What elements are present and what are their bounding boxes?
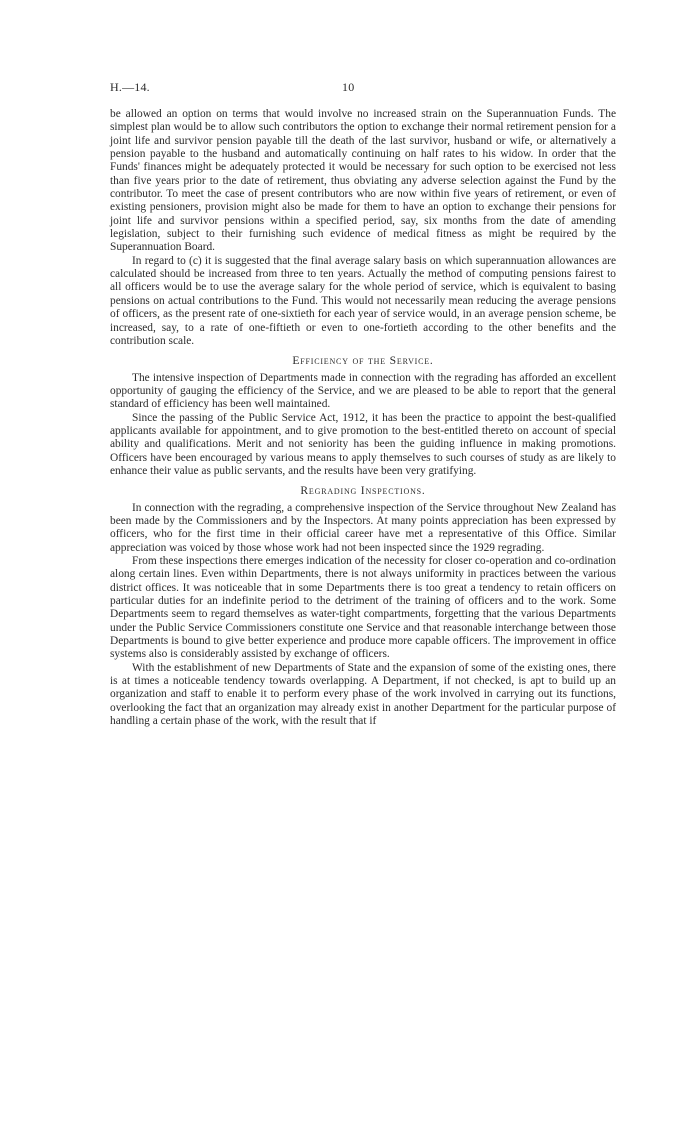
paragraph: be allowed an option on terms that would involve no increased strain on the Superannuation Funds. The simplest plan would be to allow such contributors the option to exchange their normal retirement pension for a joint life and survivor pension payable till the death of the last survivor, husband or wife, or alternatively a pension payable to the husband and automatically continuing on half rates to his widow. In order that the Funds' finances might be adequately protected it would be necessary for such option to be exercised not less than five years prior to the date of retirement, thus obviating any adverse selection against the Fund by the contributor. To meet the case of present contributors who are now within five years of retirement, or even of existing pensioners, provision might also be made for them to have an option to exchange their pensions for joint life and survivor pensions within a specified period, say, six months from the date of amending legislation, subject to their furnishing such evidence of medical fitness as might be required by the Superannuation Board. [110,108,616,254]
section-heading: Regrading Inspections. [300,484,426,498]
paragraph: Since the passing of the Public Service Act, 1912, it has been the practice to appoint the best-qualified applicants available for appointment, and to give promotion to the best-entitled thereto on account of special ability and qualifications. Merit and not seniority has been the guiding influence in making promotions. Officers have been encouraged by various means to apply themselves to such courses of study as are likely to enhance their value as public servants, and the results have been very gratifying. [110,411,616,477]
document-body [110,108,616,728]
paragraph: The intensive inspection of Departments made in connection with the regrading has afforded an excellent opportunity of gauging the efficiency of the Service, and we are pleased to be able to report that the general standard of efficiency has been well maintained. [110,371,616,411]
document-reference: H.—14. [110,80,150,94]
paragraph: In regard to (c) it is suggested that the final average salary basis on which superannuation allowances are calculated should be increased from three to ten years. Actually the method of computing pensions fairest to all officers would be to use the average salary for the whole period of service, which is equivalent to basing pensions on actual contributions to the Fund. This would not necessarily mean reducing the average pensions of officers, as the present rate of one-sixtieth for each year of service would, in an average pension scheme, be increased, say, to a rate of one-fiftieth or even to one-fortieth according to the other benefits and the contribution scale. [110,254,616,347]
paragraph: From these inspections there emerges indication of the necessity for closer co-operation and co-ordination along certain lines. Even within Departments, there is not always uniformity in practices between the various district offices. It was noticeable that in some Departments there is too great a tendency to retain officers on particular duties for an indefinite period to the detriment of the training of officers and to the work. Some Departments seem to regard themselves as water-tight compartments, forgetting that the various Departments under the Public Service Commissioners constitute one Service and that reasonable interchange between those Departments is bound to give better experience and produce more capable officers. The improvement in office systems also is considerably assisted by exchange of officers. [110,555,616,661]
section-heading: Efficiency of the Service. [292,354,434,368]
paragraph: In connection with the regrading, a comprehensive inspection of the Service throughout New Zealand has been made by the Commissioners and by the Inspectors. At many points appreciation has been expressed by officers, who for the first time in their official career have met a representative of this Office. Similar appreciation was voiced by those whose work had not been inspected since the 1929 regrading. [110,501,616,554]
page-number: 10 [342,80,355,94]
page-header [110,80,616,96]
paragraph: With the establishment of new Departments of State and the expansion of some of the existing ones, there is at times a noticeable tendency towards overlapping. A Department, if not checked, is apt to build up an organization and staff to enable it to perform every phase of the work involved in carrying out its functions, overlooking the fact that an organization may already exist in another Department for the particular purpose of handling a certain phase of the work, with the result that if [110,661,616,728]
